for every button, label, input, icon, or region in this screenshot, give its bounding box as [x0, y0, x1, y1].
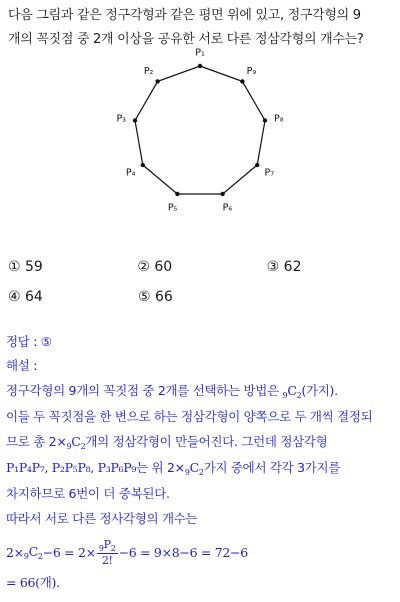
vertex-dot	[141, 163, 145, 167]
text-fragment: −6 = 9×8−6 = 72−6	[118, 545, 248, 561]
text-fragment: 가지 중에서 각각 3가지를	[203, 460, 341, 476]
vertex-dot	[263, 118, 267, 122]
text-fragment: 는 위 2×	[136, 460, 185, 476]
subscript: 9	[66, 441, 72, 451]
combination-9c2	[283, 383, 302, 398]
choice-4[interactable]: ④ 64	[8, 289, 43, 305]
choice-1[interactable]: ① 59	[8, 259, 43, 275]
answer-choices	[8, 252, 396, 312]
subscript: 2	[198, 468, 204, 478]
vertex-dot	[220, 192, 224, 196]
subscript: 2	[296, 390, 302, 400]
text-fragment: (가지).	[301, 382, 338, 398]
solution-line-2: 이들 두 꼭짓점을 한 변으로 하는 정삼각형이 양쪽으로 두 개씩 결정되	[6, 409, 373, 425]
question-line-1: 다음 그림과 같은 정구각형과 같은 평면 위에 있고, 정구각형의 9	[8, 8, 361, 23]
subscript: 9	[282, 390, 288, 400]
triangle-list: P₁P₄P₇, P₂P₅P₈, P₃P₆P₉	[6, 460, 137, 476]
solution-line-6: 따라서 서로 다른 정사각형의 개수는	[6, 510, 198, 526]
vertex-dot	[240, 79, 244, 83]
text-fragment: 므로 총 2×	[6, 433, 67, 449]
vertex-label: P₈	[274, 113, 284, 125]
solution-line-3	[6, 430, 398, 456]
solution-line-1	[6, 379, 398, 405]
subscript: 9	[23, 552, 29, 562]
explanation-label: 해설 :	[6, 358, 38, 374]
subscript: 9	[184, 468, 190, 478]
nonagon-figure	[116, 47, 284, 214]
subscript: 2	[110, 544, 116, 554]
solution-line-5: 차지하므로 6번이 더 중복된다.	[6, 486, 170, 502]
subscript: 2	[80, 441, 86, 451]
vertex-label: P₁	[195, 47, 205, 59]
vertex-dot	[255, 163, 259, 167]
question-text	[8, 4, 396, 52]
subscript: 2	[37, 552, 43, 562]
solution-block	[6, 330, 398, 596]
subscript: 9	[98, 544, 104, 554]
vertex-dot	[155, 79, 159, 83]
fraction-numerator	[97, 538, 118, 554]
choice-5[interactable]: ⑤ 66	[138, 289, 173, 305]
combination-9c2	[184, 460, 204, 478]
perm-symbol: P	[103, 538, 111, 552]
vertex-label: P₉	[246, 66, 257, 78]
combination-9c2	[67, 434, 86, 449]
equation-line-1	[6, 535, 398, 571]
comb-symbol: C	[287, 382, 297, 398]
comb-symbol: C	[28, 544, 38, 560]
comb-symbol: C	[189, 460, 199, 476]
vertex-label: P₅	[167, 202, 178, 214]
answer-line: 정답 : ⑤	[6, 334, 52, 349]
text-fragment: −6 = 2×	[42, 545, 96, 561]
vertex-dot	[175, 192, 179, 196]
combination-9c2	[24, 540, 43, 566]
text-fragment: 개의 정삼각형이 만들어진다. 그런데 정삼각형	[85, 433, 328, 449]
fraction-denominator: 2!	[101, 554, 113, 568]
solution-line-4	[6, 456, 398, 482]
text-fragment: 2×	[6, 545, 24, 561]
text-fragment: 정구각형의 9개의 꼭짓점 중 2개를 선택하는 방법은	[6, 382, 283, 398]
equation-line-2: = 66(개).	[6, 575, 60, 591]
vertex-label: P₇	[264, 167, 275, 179]
comb-symbol: C	[71, 433, 81, 449]
question-line-2: 개의 꼭짓점 중 2개 이상을 공유한 서로 다른 정삼각형의 개수는?	[8, 32, 364, 47]
vertex-label: P₆	[222, 202, 233, 214]
fraction	[97, 538, 118, 568]
vertex-label: P₂	[143, 66, 154, 78]
choice-3[interactable]: ③ 62	[266, 259, 302, 275]
choice-2[interactable]: ② 60	[137, 259, 173, 275]
vertex-label: P₄	[125, 167, 136, 179]
nonagon-svg	[116, 47, 284, 214]
vertex-dot	[133, 118, 137, 122]
vertex-label: P₃	[116, 113, 126, 125]
vertex-dot	[198, 64, 202, 68]
nonagon-outline	[135, 66, 265, 194]
